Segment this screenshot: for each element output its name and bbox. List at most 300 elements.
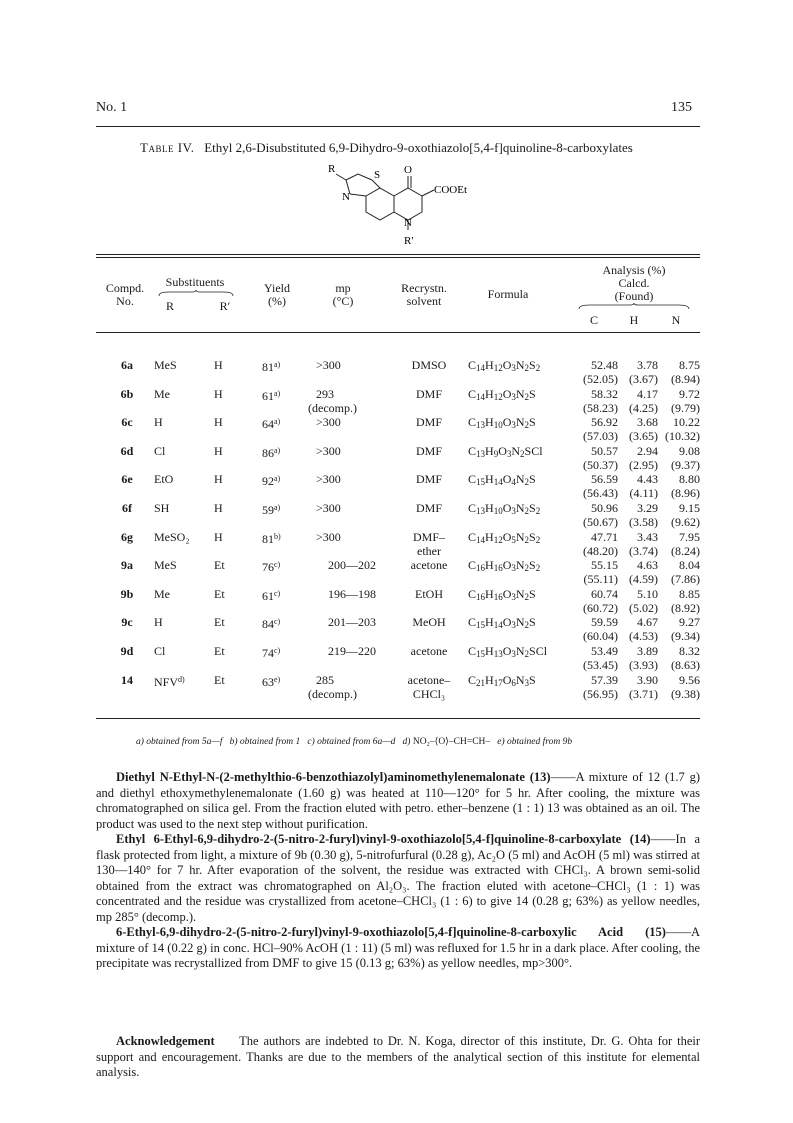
table-bottom-rule: [96, 718, 700, 719]
substituent-r-text: SH: [154, 501, 170, 515]
calcd-n: 8.85: [679, 586, 700, 601]
recrystn-solvent: DMF: [415, 443, 442, 458]
melting-point: 219—220: [328, 644, 376, 658]
yield: [262, 530, 302, 546]
formula-element: C: [468, 501, 477, 515]
formula-element: O: [502, 415, 512, 430]
calcd-c: 56.92: [591, 415, 618, 430]
recrystn-solvent: MeOH: [412, 615, 446, 630]
formula-subscript: 3: [511, 391, 516, 402]
formula-element: C: [468, 415, 477, 430]
calcd-h: 5.10: [637, 586, 658, 601]
formula-element: O: [502, 586, 512, 601]
substituent-r-note: d): [178, 674, 185, 684]
calcd-n: 10.22: [673, 415, 700, 430]
substituent-rprime: Et: [214, 644, 225, 658]
formula-subscript: 5: [511, 534, 516, 545]
compound-number: 9d: [120, 644, 134, 658]
header-h: H: [629, 313, 639, 327]
calcd-h: 3.89: [637, 644, 658, 658]
formula-element: S: [529, 615, 536, 630]
compound-number: 6c: [121, 415, 133, 430]
formula-subscript: 3: [511, 506, 516, 516]
formula: [468, 558, 572, 575]
paragraph-15-title: 6-Ethyl-6,9-dihydro-2-(5-nitro-2-furyl)vinyl-9-oxothiazolo[5,4-f]quinoline-8-carboxylic Acid (15): [116, 925, 666, 939]
yield: [262, 472, 302, 488]
calcd-n: 8.32: [679, 644, 700, 658]
formula-subscript: 16: [476, 563, 486, 574]
formula-subscript: 2: [535, 534, 541, 545]
substituent-r: [154, 501, 206, 515]
formula-element: C: [468, 358, 477, 372]
substituent-r-text: Cl: [154, 644, 166, 658]
recrystn-solvent: DMSO: [411, 358, 447, 372]
yield-value: 92: [262, 474, 274, 489]
formula-element: C: [468, 586, 477, 601]
formula-element: N: [511, 443, 521, 458]
acknowledgement-paragraph: [96, 1034, 700, 1081]
formula-subscript: 2: [524, 506, 530, 516]
calcd-n: 8.75: [679, 358, 700, 372]
formula-element: H: [485, 386, 494, 401]
formula-element: O: [502, 386, 512, 401]
substituent-r: [154, 558, 206, 572]
formula-element: H: [485, 672, 494, 687]
formula-subscript: 2: [524, 477, 530, 488]
header-mp: [318, 282, 368, 308]
formula-element: S: [529, 472, 536, 487]
melting-point-note: (decomp.): [308, 400, 357, 415]
analysis-brace: [578, 303, 690, 311]
yield: [262, 587, 302, 603]
melting-point-note: (decomp.): [308, 686, 357, 701]
formula-element: N: [515, 615, 525, 630]
found-h: (3.71): [629, 686, 658, 701]
compound-number: 6g: [121, 529, 133, 544]
found-h: (3.65): [629, 429, 658, 444]
substituent-r: [154, 415, 206, 429]
found-n: (8.94): [671, 372, 700, 386]
melting-point: 196—198: [328, 586, 376, 601]
formula-element: O: [502, 472, 512, 487]
substituent-r: [154, 615, 206, 629]
recrystn-solvent: DMF: [415, 501, 442, 515]
formula-subscript: 10: [493, 506, 503, 516]
substituent-rprime: H: [214, 443, 223, 458]
found-h: (2.95): [629, 457, 658, 472]
substituent-r: [154, 387, 206, 401]
formula-element: H: [485, 644, 494, 658]
substituent-rprime: H: [214, 472, 223, 487]
compound-number: 6a: [121, 358, 133, 372]
formula-subscript: 3: [511, 363, 516, 373]
header-rule: [96, 126, 700, 127]
struct-r: R: [328, 163, 336, 175]
yield-value: 76: [262, 560, 274, 575]
melting-point: 201—203: [328, 615, 376, 630]
yield: [262, 444, 302, 460]
formula: [468, 615, 572, 632]
calcd-c: 56.59: [591, 472, 618, 487]
paragraph-13-title: Diethyl N-Ethyl-N-(2-methylthio-6-benzothiazolyl)aminomethylenemalonate (13): [116, 770, 551, 784]
formula-subscript: 16: [476, 591, 486, 602]
substituent-rprime: H: [214, 386, 223, 401]
found-n: (8.96): [671, 486, 700, 501]
calcd-c: 52.48: [591, 358, 618, 372]
yield-note: c): [274, 588, 281, 598]
formula-subscript: 3: [511, 563, 516, 574]
footnote-b: b) obtained from 1: [229, 737, 301, 747]
found-c: (60.04): [583, 629, 618, 644]
header-compd-line1: Compd.: [105, 281, 145, 295]
formula-element: S: [529, 558, 536, 573]
yield: [262, 644, 302, 660]
header-c: C: [589, 313, 598, 327]
table-label: Table IV.: [140, 140, 195, 155]
substituent-r: [154, 472, 206, 486]
formula-element: H: [485, 472, 494, 487]
recrystn-solvent-2: ether: [417, 543, 441, 558]
yield-note: b): [274, 531, 281, 541]
substituent-rprime: Et: [214, 558, 225, 573]
compound-number: 6f: [122, 501, 132, 515]
paragraph-14-title: Ethyl 6-Ethyl-6,9-dihydro-2-(5-nitro-2-furyl)vinyl-9-oxothiazolo[5,4-f]quinoline-8-carboxylate (14): [116, 832, 651, 846]
formula-element: N: [515, 672, 525, 687]
substituent-r-text: NFV: [154, 674, 179, 689]
found-n: (7.86): [671, 572, 700, 587]
found-c: (50.37): [583, 457, 618, 472]
header-compd: [96, 282, 154, 308]
struct-cooet: COOEt: [434, 184, 467, 196]
calcd-n: 9.56: [679, 672, 700, 687]
found-n: (10.32): [665, 429, 700, 444]
yield-note: c): [274, 646, 281, 655]
formula-subscript: 2: [520, 448, 525, 459]
formula-subscript: 3: [511, 649, 516, 659]
formula-element: O: [502, 615, 512, 630]
formula-element: S: [529, 415, 536, 430]
compound-number: 9b: [120, 586, 134, 601]
calcd-c: 50.57: [591, 443, 618, 458]
melting-point: >300: [316, 529, 341, 544]
found-c: (60.72): [583, 600, 618, 615]
formula-element: H: [485, 443, 494, 458]
formula-subscript: 9: [493, 448, 499, 459]
header-analysis: [584, 264, 684, 303]
formula-subscript: 16: [493, 591, 503, 602]
substituent-r-text: H: [154, 415, 163, 430]
chemical-structure: [320, 160, 500, 250]
yield-note: c): [274, 560, 281, 570]
formula-subscript: 14: [476, 391, 486, 402]
formula-subscript: 2: [535, 363, 541, 373]
footnote-c: c) obtained from 6a—d: [307, 737, 396, 747]
melting-point: 285: [316, 672, 334, 687]
table-top-rule: [96, 254, 700, 255]
found-h: (4.25): [629, 400, 658, 415]
calcd-n: 9.08: [679, 443, 700, 458]
substituent-r-text: MeS: [154, 358, 177, 372]
formula-element: N: [515, 358, 525, 372]
found-h: (4.53): [629, 629, 658, 644]
formula-element: N: [515, 586, 525, 601]
substituent-r-text: MeS: [154, 558, 177, 573]
recrystn-solvent: acetone: [410, 558, 448, 573]
calcd-n: 9.27: [679, 615, 700, 630]
formula-subscript: 3: [511, 620, 516, 631]
header-recrystn-line1: Recrystn.: [401, 281, 447, 295]
yield-value: 59: [262, 503, 274, 517]
formula-subscript: 12: [493, 391, 503, 402]
header-recrystn: [392, 282, 456, 308]
formula-subscript: 16: [493, 563, 503, 574]
formula-subscript: 2: [535, 563, 541, 574]
recrystn-solvent: acetone–: [407, 672, 451, 687]
formula: [468, 358, 572, 375]
yield-value: 61: [262, 388, 274, 403]
found-n: (8.92): [671, 600, 700, 615]
formula-subscript: 13: [493, 649, 503, 659]
found-c: (55.11): [583, 572, 618, 587]
melting-point: 200—202: [328, 558, 376, 573]
formula-element: H: [485, 358, 494, 372]
table-caption: [140, 140, 633, 156]
yield-note: a): [274, 445, 281, 455]
substituent-r-text: Me: [154, 386, 170, 401]
calcd-h: 3.29: [637, 501, 658, 515]
formula-element: O: [502, 672, 512, 687]
yield-note: a): [274, 417, 281, 427]
formula-element: S: [529, 672, 536, 687]
substituent-r: [154, 673, 206, 689]
calcd-c: 58.32: [591, 386, 618, 401]
header-n: N: [671, 313, 681, 327]
formula-subscript: 3: [511, 420, 516, 431]
substituent-r-text: Cl: [154, 443, 166, 458]
found-n: (9.79): [671, 400, 700, 415]
formula-subscript: 2: [524, 363, 530, 373]
struct-o: O: [404, 164, 412, 176]
melting-point: >300: [316, 415, 341, 430]
paragraph-13: [96, 770, 700, 832]
formula-element: S: [529, 501, 536, 515]
header-formula: Formula: [487, 287, 529, 301]
calcd-h: 2.94: [637, 443, 658, 458]
formula-element: C: [468, 644, 477, 658]
calcd-h: 4.43: [637, 472, 658, 487]
found-h: (3.74): [629, 543, 658, 558]
formula-element: N: [515, 529, 525, 544]
table-footnotes: [136, 736, 572, 747]
formula-subscript: 2: [524, 591, 530, 602]
yield: [262, 673, 302, 689]
yield-note: e): [274, 674, 281, 684]
yield: [262, 358, 302, 374]
struct-s: S: [374, 169, 381, 181]
formula-element: N: [515, 644, 525, 658]
header-yield-line1: Yield: [264, 281, 290, 295]
calcd-h: 3.68: [637, 415, 658, 430]
yield: [262, 415, 302, 431]
formula-subscript: 14: [493, 477, 503, 488]
substituent-r-text: MeSO₂: [154, 529, 190, 544]
formula-element: S: [529, 529, 536, 544]
substituent-r-text: EtO: [154, 472, 174, 487]
formula-element: O: [502, 358, 512, 372]
substituent-r: [154, 587, 206, 601]
header-compd-line2: No.: [116, 294, 134, 308]
formula-element: S: [529, 586, 536, 601]
formula: [468, 501, 572, 518]
yield-value: 63: [262, 674, 274, 689]
yield-note: a): [274, 388, 281, 398]
substituent-r: [154, 530, 206, 544]
yield-value: 81: [262, 360, 274, 374]
formula-subscript: 17: [493, 677, 503, 688]
calcd-c: 53.49: [591, 644, 618, 658]
found-c: (53.45): [583, 658, 618, 672]
formula-subscript: 12: [493, 363, 503, 373]
formula-subscript: 2: [524, 391, 530, 402]
formula-element: C: [468, 443, 477, 458]
compound-number: 14: [121, 672, 133, 687]
substituent-rprime: H: [214, 415, 223, 430]
substituent-rprime: H: [214, 529, 223, 544]
header-analysis-line1: Analysis (%): [602, 263, 666, 277]
yield: [262, 615, 302, 631]
formula-subscript: 3: [506, 448, 512, 459]
header-r: R: [165, 299, 174, 313]
calcd-h: 4.17: [637, 386, 658, 401]
compound-number: 9a: [121, 558, 133, 573]
found-c: (57.03): [583, 429, 618, 444]
formula-element: H: [485, 586, 494, 601]
formula-element: C: [468, 672, 477, 687]
calcd-c: 47.71: [591, 529, 618, 544]
yield-note: a): [274, 503, 281, 512]
struct-rprime: R′: [404, 235, 414, 247]
substituent-r-text: H: [154, 615, 163, 630]
acknowledgement-text: The authors are indebted to Dr. N. Koga, director of this institute, Dr. G. Ohta for their support and encouragement. Thanks are due to the members of the analytical section of this institute for elemental analysis.: [96, 1034, 700, 1079]
substituent-r: [154, 444, 206, 458]
formula-subscript: 10: [493, 420, 503, 431]
substituent-r-text: Me: [154, 586, 170, 601]
recrystn-solvent-2: CHCl₃: [412, 686, 446, 701]
formula-element: O: [502, 644, 512, 658]
substituent-r: [154, 358, 206, 372]
found-h: (5.02): [629, 600, 658, 615]
header-recrystn-line2: solvent: [406, 294, 442, 308]
formula: [468, 387, 572, 404]
calcd-c: 50.96: [591, 501, 618, 515]
formula-element: O: [502, 529, 512, 544]
formula-element: O: [502, 501, 512, 515]
calcd-h: 3.43: [637, 529, 658, 544]
recrystn-solvent: DMF–: [412, 529, 445, 544]
recrystn-solvent: DMF: [415, 415, 442, 430]
formula-subscript: 3: [511, 591, 516, 602]
melting-point: >300: [316, 358, 341, 372]
header-rprime: R′: [219, 299, 231, 313]
experimental-text: [96, 770, 700, 972]
formula-element: SCl: [529, 644, 548, 658]
formula-subscript: 14: [476, 363, 486, 373]
formula-element: S: [529, 358, 536, 372]
formula-element: H: [485, 501, 494, 515]
header-yield-line2: (%): [268, 294, 286, 308]
header-mp-line2: (°C): [332, 294, 354, 308]
compound-number: 6d: [120, 443, 134, 458]
formula: [468, 587, 572, 604]
formula-subscript: 13: [476, 506, 486, 516]
yield-note: a): [274, 474, 281, 484]
found-h: (3.93): [629, 658, 658, 672]
found-h: (4.11): [629, 486, 658, 501]
table-top-rule-2: [96, 257, 700, 258]
acknowledgement: [96, 1034, 700, 1081]
found-h: (3.58): [629, 515, 658, 529]
yield: [262, 558, 302, 574]
table-title: Ethyl 2,6-Disubstituted 6,9-Dihydro-9-oxothiazolo[5,4-f]quinoline-8-carboxylates: [204, 140, 633, 155]
formula-element: N: [515, 558, 525, 573]
yield-value: 86: [262, 445, 274, 460]
yield-value: 64: [262, 417, 274, 432]
formula-element: SCl: [524, 443, 543, 458]
found-n: (9.34): [671, 629, 700, 644]
formula-element: O: [502, 558, 512, 573]
formula-element: H: [485, 415, 494, 430]
calcd-c: 59.59: [591, 615, 618, 630]
formula-subscript: 2: [524, 420, 530, 431]
substituents-brace: [158, 290, 234, 298]
header-yield: [252, 282, 302, 308]
yield-value: 74: [262, 646, 274, 660]
formula-element: O: [498, 443, 507, 458]
formula-subscript: 14: [493, 620, 503, 631]
formula-element: C: [468, 615, 477, 630]
melting-point: >300: [316, 443, 341, 458]
page-header-left: No. 1: [96, 100, 128, 115]
substituent-rprime: Et: [214, 586, 225, 601]
formula: [468, 444, 572, 461]
recrystn-solvent: DMF: [415, 472, 442, 487]
header-substituents: Substituents: [165, 275, 225, 289]
paragraph-15-text: ——A mixture of 14 (0.22 g) in conc. HCl–90% AcOH (1 : 11) (5 ml) was refluxed for 1.5 hr in a dark place. After cooling, the precipitate was recrystallized from DMF to give 15 (0.13 g; 63%) as yellow needles, mp>300°.: [96, 925, 700, 970]
footnote-a: a) obtained from 5a—f: [136, 737, 223, 747]
yield: [262, 387, 302, 403]
paragraph-14-text: ——In a flask protected from light, a mixture of 9b (0.30 g), 5-nitrofurfural (0.28 g), Ac₂O (5 ml) and AcOH (5 ml) was stirred at 130—140° for 7 hr. After evaporation of the solvent, the residue was extracted with CHCl₃. A brown semi-solid obtained from the extract was chromatographed on Al₂O₃. The fraction eluted with acetone–CHCl₃ (1 : 1) was concentrated and the residue was crystallized from acetone–CHCl₃ (1 : 6) to give 14 (0.28 g; 63%) as yellow needles, mp 285° (decomp.).: [96, 832, 700, 924]
calcd-c: 60.74: [591, 586, 618, 601]
formula-element: C: [468, 558, 477, 573]
formula-subscript: 15: [476, 477, 486, 488]
formula-subscript: 2: [524, 620, 530, 631]
formula: [468, 530, 572, 547]
found-c: (52.05): [583, 372, 618, 386]
formula-subscript: 12: [493, 534, 503, 545]
formula-subscript: 2: [524, 534, 530, 545]
formula-subscript: 21: [476, 677, 486, 688]
yield-value: 81: [262, 531, 274, 546]
recrystn-solvent: EtOH: [415, 586, 443, 601]
formula: [468, 415, 572, 432]
found-h: (3.67): [629, 372, 658, 386]
formula-subscript: 2: [524, 563, 530, 574]
substituent-rprime: H: [214, 358, 223, 372]
formula-element: N: [515, 386, 525, 401]
formula-subscript: 3: [524, 677, 530, 688]
formula-element: N: [515, 501, 525, 515]
formula-element: H: [485, 615, 494, 630]
